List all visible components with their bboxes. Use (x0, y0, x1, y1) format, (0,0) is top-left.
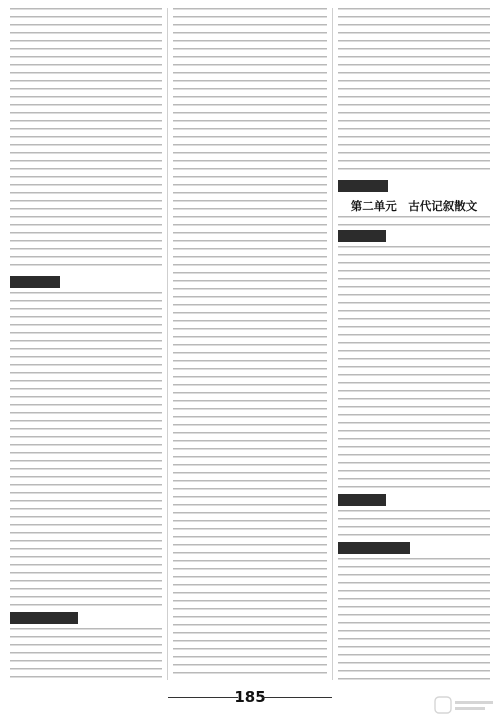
text-block (10, 292, 162, 608)
text-block (338, 246, 490, 490)
section-tag (10, 612, 78, 624)
text-block (338, 558, 490, 680)
answer-page (10, 8, 490, 680)
text-block (338, 8, 490, 176)
section-tag (338, 230, 386, 242)
column-divider (167, 8, 168, 680)
watermark-logo (434, 695, 496, 715)
column-divider (332, 8, 333, 680)
section-tag (338, 542, 410, 554)
section-tag (338, 494, 386, 506)
middle-column (173, 8, 327, 680)
text-block (10, 628, 162, 680)
page-number-rule (262, 697, 332, 698)
page-number: 185 (234, 688, 266, 706)
text-block (173, 8, 327, 680)
text-block (338, 510, 490, 538)
text-block (10, 8, 162, 272)
section-tag (10, 276, 60, 288)
unit-title: 第二单元 古代记叙散文 (350, 199, 478, 213)
section-tag (338, 180, 388, 192)
right-column (338, 8, 490, 680)
lesson-title (338, 216, 490, 226)
left-column (10, 8, 162, 680)
